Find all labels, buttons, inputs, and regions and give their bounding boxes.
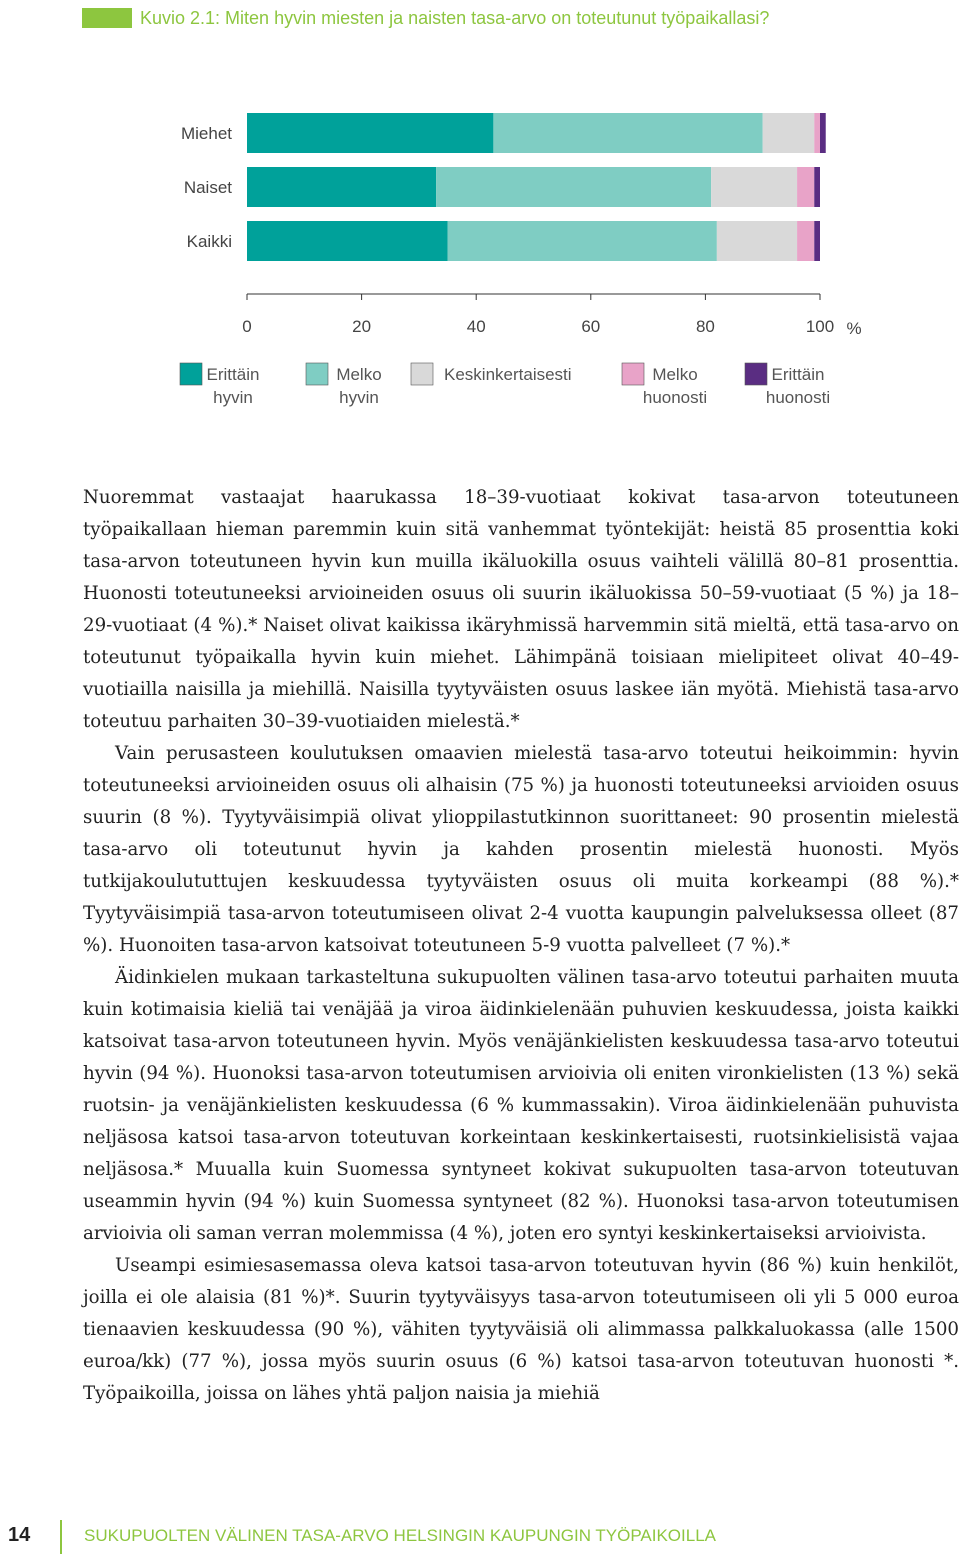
x-tick-label-60: 60: [581, 317, 601, 336]
figure-title: Kuvio 2.1: Miten hyvin miesten ja naisten tasa-arvo on toteutunut työpaikallasi?: [140, 7, 770, 28]
bar-miehet-series-1: [247, 113, 493, 153]
legend-label-2-line1: Melko: [336, 365, 382, 384]
x-tick-label-20: 20: [352, 317, 372, 336]
bar-kaikki-series-1: [247, 221, 448, 261]
bar-miehet-series-5: [820, 113, 826, 153]
legend-label-4-line1: Melko: [652, 365, 698, 384]
bar-miehet-series-4: [814, 113, 820, 153]
x-tick-label-40: 40: [466, 317, 486, 336]
running-title: SUKUPUOLTEN VÄLINEN TASA-ARVO HELSINGIN KAUPUNGIN TYÖPAIKOILLA: [84, 1526, 717, 1545]
category-label-naiset: Naiset: [183, 178, 232, 197]
bar-naiset-series-3: [711, 167, 797, 207]
paragraph-language: Äidinkielen mukaan tarkasteltuna sukupuolten välinen tasa-arvo toteutui parhaiten muuta kuin kotimaisia kieliä tai venäjää ja viroa äidinkielenään puhuvien keskuudessa, joista kaikki katsoivat tasa-arvon toteutuneen hyvin. Myös venäjänkielisten keskuudessa tasa-arvo toteutui hyvin (94 %). Huonoksi tasa-arvon toteutumisen arvioivia oli eniten vironkielisten (13 %) sekä ruotsin- ja venäjänkielisten keskuudessa (6 % kummassakin). Viroa äidinkielenään puhuvista neljäsosa katsoi tasa-arvon toteutuvan korkeintaan keskinkertaisesti, ruotsinkielisistä vajaa neljäsosa.* Muualla kuin Suomessa syntyneet kokivat sukupuolten tasa-arvon toteutuvan useammin hyvin (94 %) kuin Suomessa syntyneet (82 %). Huonoksi tasa-arvon toteutumisen arvioivia oli saman verran molemmissa (4 %), joten ero syntyi keskinkertaiseksi arvioivista.: [83, 967, 959, 1244]
x-tick-label-0: 0: [242, 317, 252, 336]
x-tick-label-100: 100: [805, 317, 835, 336]
legend-swatch-2: [306, 363, 328, 385]
legend-label-1-line1: Erittäin: [206, 365, 260, 384]
bar-miehet-series-2: [493, 113, 762, 153]
figure-title-row: [82, 4, 769, 32]
paragraph-education: Vain perusasteen koulutuksen omaavien mielestä tasa-arvo toteutui heikoimmin: hyvin toteutuneeksi arvioineiden osuus oli alhaisin (75 %) ja huonosti toteutuneeksi arvioiden osuus suurin (8 %). Tyytyväisimpiä olivat ylioppilastutkinnon suorittaneet: 90 prosentin mielestä tasa-arvo oli toteutunut hyvin ja kahden prosentin mielestä huonosti. Myös tutkijakoulututtujen keskuudessa tyytyväisten osuus oli muita korkeampi (88 %).* Tyytyväisimpiä tasa-arvon toteutumiseen olivat 2-4 vuotta kaupungin palveluksessa olleet (87 %). Huonoiten tasa-arvon katsoivat toteutuneen 5-9 vuotta palvelleet (7 %).*: [83, 743, 959, 956]
bar-naiset-series-5: [814, 167, 820, 207]
category-label-kaikki: Kaikki: [186, 232, 232, 251]
bar-naiset-series-1: [247, 167, 436, 207]
bar-naiset-series-4: [797, 167, 814, 207]
legend-swatch-3: [411, 363, 433, 385]
legend-label-4-line2: huonosti: [642, 388, 708, 407]
page-footer: [0, 1520, 960, 1554]
legend-swatch-5: [745, 363, 767, 385]
x-axis-unit: %: [846, 319, 862, 338]
category-label-miehet: Miehet: [180, 124, 232, 143]
body-text: [83, 482, 959, 1410]
legend-label-5-line2: huonosti: [765, 388, 831, 407]
legend-label-3-line1: Keskinkertaisesti: [444, 365, 572, 384]
stacked-bar-chart: [0, 80, 960, 420]
paragraph-age: Nuoremmat vastaajat haarukassa 18–39-vuotiaat kokivat tasa-arvon toteutuneen työpaikallaan hieman paremmin kuin sitä vanhemmat työntekijät: heistä 85 prosenttia koki tasa-arvon toteutuneen hyvin kun muilla ikäluokilla osuus vaihteli välillä 80–81 prosenttia. Huonosti toteutuneeksi arvioineiden osuus oli suurin ikäluokissa 50–59-vuotiaat (5 %) ja 18–29-vuotiaat (4 %).* Naiset olivat kaikissa ikäryhmissä harvemmin sitä mieltä, että tasa-arvo on toteutunut työpaikalla hyvin kuin miehet. Lähimpänä toisiaan mielipiteet olivat 40–49-vuotiailla naisilla ja miehillä. Naisilla tyytyväisten osuus laskee iän myötä. Miehistä tasa-arvo toteutuu parhaiten 30–39-vuotiaiden mielestä.*: [83, 487, 959, 732]
paragraph-position-salary: Useampi esimiesasemassa oleva katsoi tasa-arvon toteutuvan hyvin (86 %) kuin henkilöt, joilla ei ole alaisia (81 %)*. Suurin tyytyväisyys tasa-arvon toteutumiseen oli yli 5 000 euroa tienaavien keskuudessa (90 %), vähiten tyytyväisiä oli alimmassa palkkaluokassa (alle 1500 euroa/kk) (77 %), jossa myös suurin osuus (6 %) katsoi tasa-arvon toteutuvan huonosti *. Työpaikoilla, joissa on lähes yhtä paljon naisia ja miehiä: [83, 1255, 959, 1404]
legend-label-5-line1: Erittäin: [771, 365, 825, 384]
bar-miehet-series-3: [763, 113, 815, 153]
bar-kaikki-series-3: [717, 221, 797, 261]
legend-label-2-line2: hyvin: [339, 388, 379, 407]
legend-swatch-4: [622, 363, 644, 385]
page-number: 14: [8, 1524, 31, 1546]
x-tick-label-80: 80: [695, 317, 715, 336]
bar-kaikki-series-2: [448, 221, 717, 261]
bar-naiset-series-2: [436, 167, 711, 207]
legend-label-1-line2: hyvin: [213, 388, 253, 407]
bar-kaikki-series-5: [814, 221, 820, 261]
title-color-block: [82, 8, 132, 28]
legend-swatch-1: [180, 363, 202, 385]
bar-kaikki-series-4: [797, 221, 814, 261]
footer-divider: [60, 1520, 62, 1554]
